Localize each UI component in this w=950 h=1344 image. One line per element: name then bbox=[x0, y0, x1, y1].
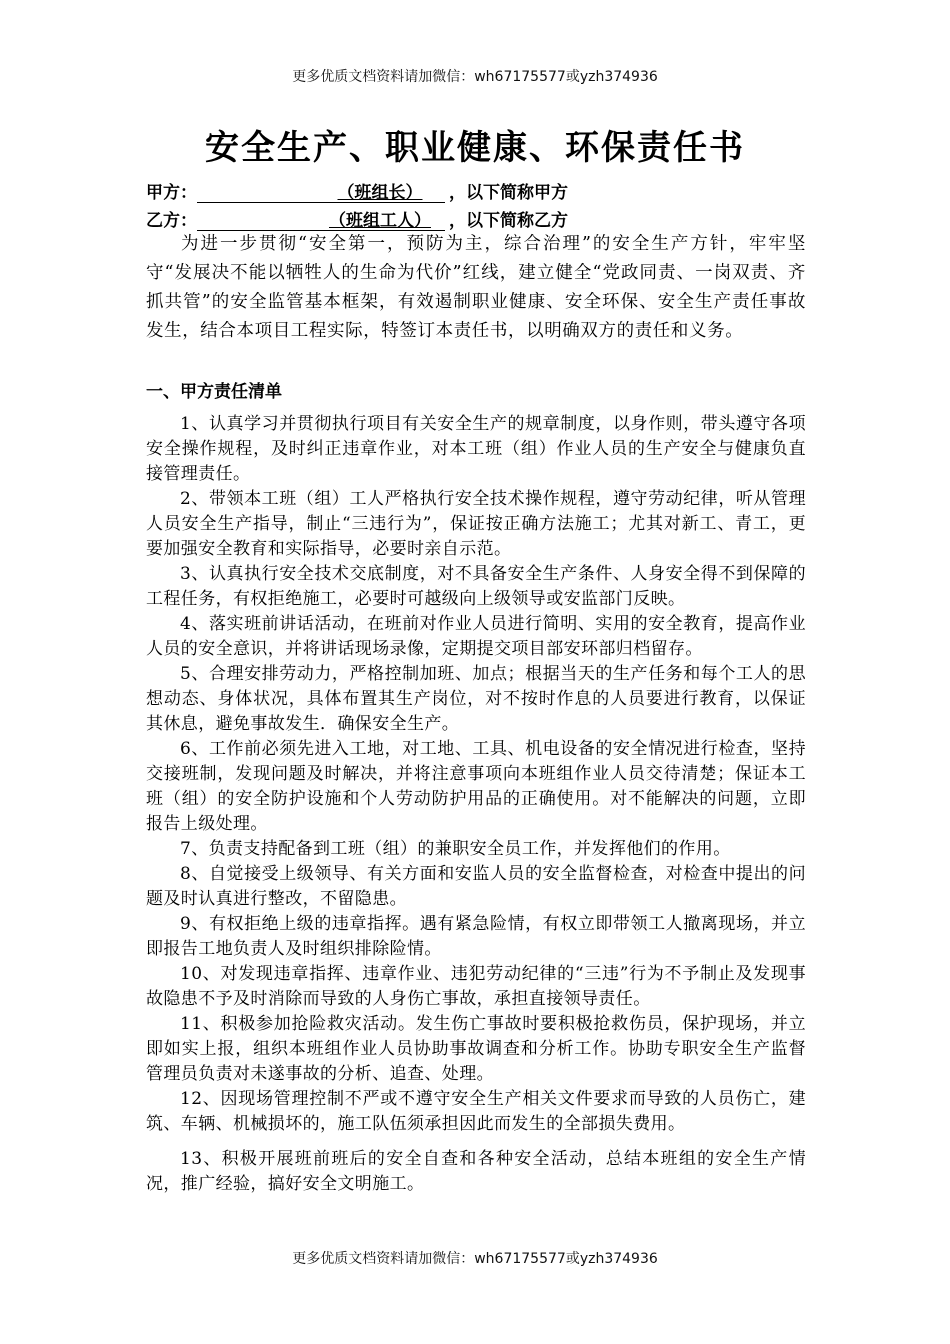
party-a-suffix: ，以下简称甲方 bbox=[449, 183, 568, 203]
intro-paragraph: 为进一步贯彻“安全第一，预防为主，综合治理”的安全生产方针，牢牢坚守“发展决不能以牺牲人的生命为代价”红线，建立健全“党政同责、一岗双责、齐抓共管”的安全监管基本框架，有效遏制职业健康、安全环保、安全生产责任事故发生，结合本项目工程实际，特签订本责任书，以明确双方的责任和义务。 bbox=[146, 234, 806, 341]
document-title: 安全生产、职业健康、环保责任书 bbox=[205, 128, 745, 168]
list-item: 6、工作前必须先进入工地，对工地、工具、机电设备的安全情况进行检查，坚持交接班制，发现问题及时解决，并将注意事项向本班组作业人员交待清楚；保证本工班（组）的安全防护设施和个人劳动防护用品的正确使用。对不能解决的问题，立即报告上级处理。 bbox=[146, 739, 806, 834]
list-item: 1、认真学习并贯彻执行项目有关安全生产的规章制度，以身作则，带头遵守各项安全操作规程，及时纠正违章作业，对本工班（组）作业人员的生产安全与健康负直接管理责任。 bbox=[146, 414, 806, 484]
list-item: 4、落实班前讲话活动，在班前对作业人员进行简明、实用的安全教育，提高作业人员的安全意识，并将讲话现场录像，定期提交项目部安环部归档留存。 bbox=[146, 614, 806, 659]
list-item: 3、认真执行安全技术交底制度，对不具备安全生产条件、人身安全得不到保障的工程任务，有权拒绝施工，必要时可越级向上级领导或安监部门反映。 bbox=[146, 564, 806, 609]
list-item: 7、负责支持配备到工班（组）的兼职安全员工作，并发挥他们的作用。 bbox=[180, 839, 731, 859]
party-a-role: （班组长） bbox=[337, 183, 423, 203]
list-item: 5、合理安排劳动力，严格控制加班、加点；根据当天的生产任务和每个工人的思想动态、身体状况，具体布置其生产岗位，对不按时作息的人员要进行教育，以保证其休息，避免事故发生．确保安全生产。 bbox=[146, 664, 806, 734]
party-b-blank bbox=[197, 210, 445, 231]
party-b-label: 乙方： bbox=[146, 211, 197, 231]
party-a-line bbox=[146, 178, 568, 203]
header-note: 更多优质文档资料请加微信：wh67175577或yzh374936 bbox=[292, 69, 658, 85]
party-a-blank bbox=[197, 182, 445, 203]
party-b-role: （班组工人） bbox=[329, 211, 431, 231]
list-item: 12、因现场管理控制不严或不遵守安全生产相关文件要求而导致的人员伤亡，建筑、车辆、机械损坏的，施工队伍须承担因此而发生的全部损失费用。 bbox=[146, 1089, 806, 1134]
footer-note: 更多优质文档资料请加微信：wh67175577或yzh374936 bbox=[292, 1251, 658, 1267]
list-item: 2、带领本工班（组）工人严格执行安全技术操作规程，遵守劳动纪律，听从管理人员安全生产指导，制止“三违行为”，保证按正确方法施工；尤其对新工、青工，更要加强安全教育和实际指导，必要时亲自示范。 bbox=[146, 489, 806, 559]
intro-section bbox=[146, 230, 806, 346]
list-item: 10、对发现违章指挥、违章作业、违犯劳动纪律的“三违”行为不予制止及发现事故隐患不予及时消除而导致的人身伤亡事故，承担直接领导责任。 bbox=[146, 964, 806, 1009]
party-b-suffix: ，以下简称乙方 bbox=[449, 211, 568, 231]
list-item: 9、有权拒绝上级的违章指挥。遇有紧急险情，有权立即带领工人撤离现场，并立即报告工地负责人及时组织排除险情。 bbox=[146, 914, 806, 959]
section-heading: 一、甲方责任清单 bbox=[146, 382, 282, 402]
party-b-line bbox=[146, 206, 568, 231]
list-item: 13、积极开展班前班后的安全自查和各种安全活动，总结本班组的安全生产情况，推广经验，搞好安全文明施工。 bbox=[146, 1149, 806, 1194]
party-a-label: 甲方： bbox=[146, 183, 197, 203]
list-item: 11、积极参加抢险救灾活动。发生伤亡事故时要积极抢救伤员，保护现场，并立即如实上报，组织本班组作业人员协助事故调查和分析工作。协助专职安全生产监督管理员负责对未遂事故的分析、追查、处理。 bbox=[146, 1014, 806, 1084]
responsibility-list bbox=[146, 412, 806, 1197]
list-item: 8、自觉接受上级领导、有关方面和安监人员的安全监督检查，对检查中提出的问题及时认真进行整改，不留隐患。 bbox=[146, 864, 806, 909]
